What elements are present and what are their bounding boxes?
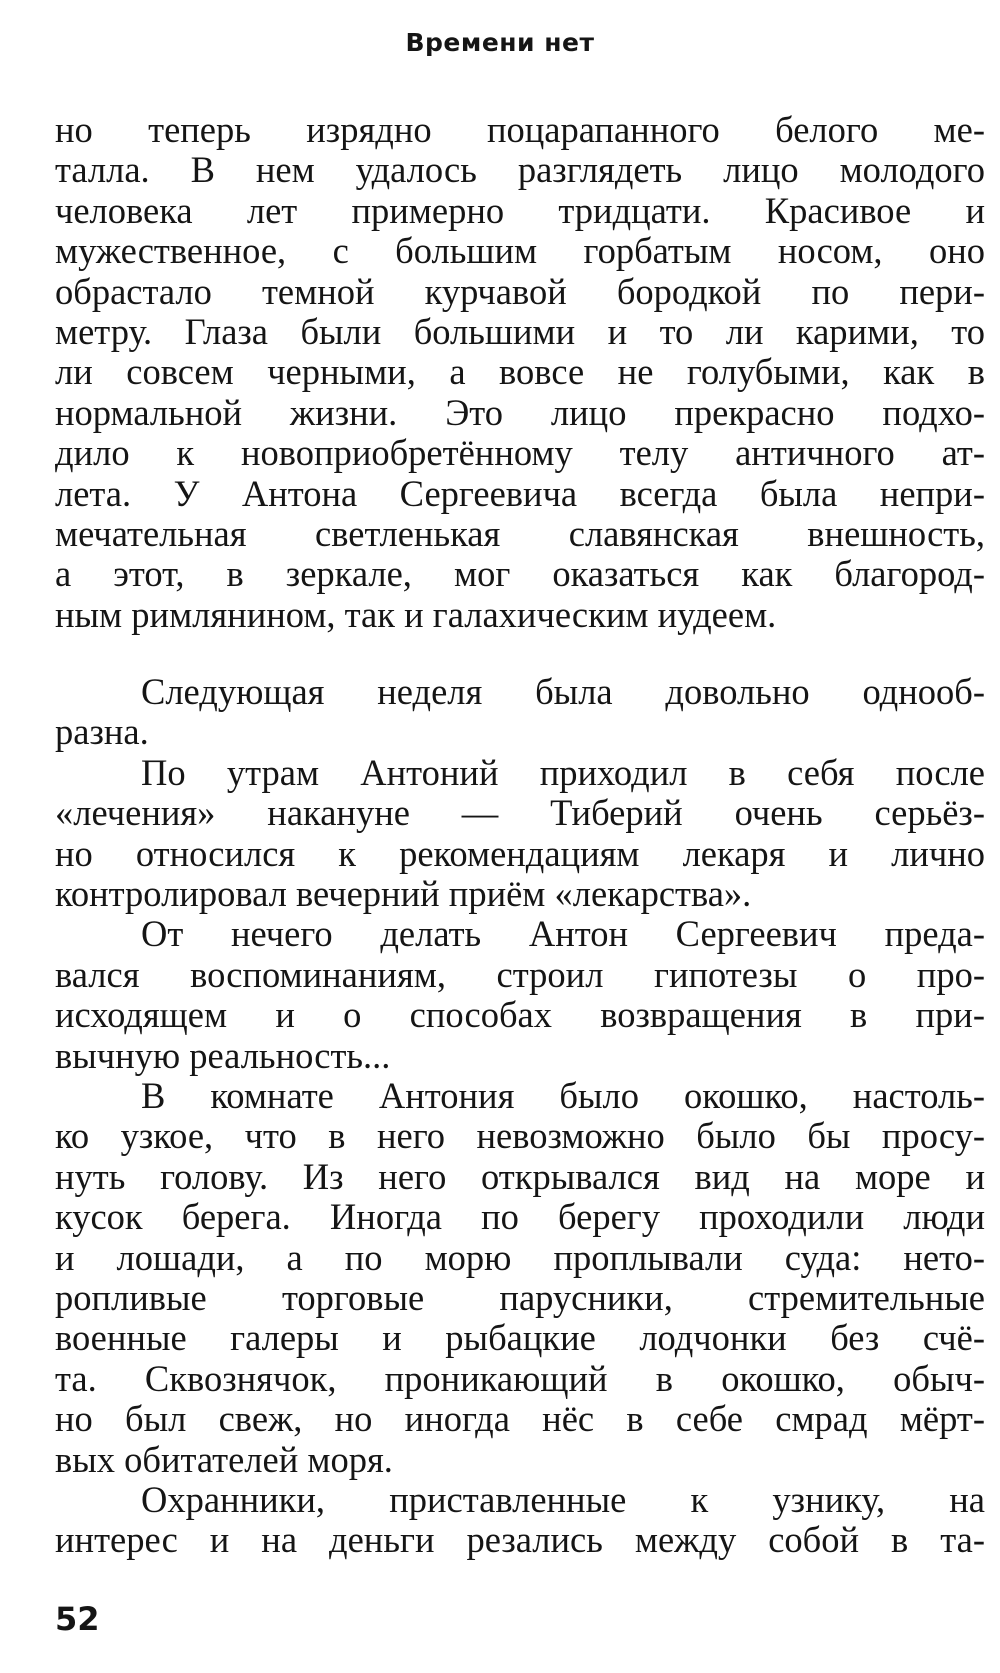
text-line: интерес и на деньги резались между собой в та- bbox=[55, 1519, 985, 1561]
text-line: ропливые торговые парусники, стремительные bbox=[55, 1276, 985, 1318]
text-line: мечательная светленькая славянская внешность, bbox=[55, 512, 985, 554]
text-line: но теперь изрядно поцарапанного белого ме- bbox=[55, 109, 985, 150]
paragraph-mornings bbox=[55, 753, 985, 915]
text-line: вычную реальность... bbox=[55, 1034, 391, 1076]
text-line: военные галеры и рыбацкие лодчонки без счё- bbox=[55, 1317, 985, 1359]
page-number: 52 bbox=[55, 1600, 100, 1638]
paragraph-mirror-description bbox=[55, 110, 985, 635]
text-line: лета. У Антона Сергеевича всегда была непри- bbox=[55, 472, 985, 514]
text-line: ным римлянином, так и галахическим иудеем. bbox=[55, 593, 777, 635]
text-line: но был свеж, но иногда нёс в себе смрад мёрт- bbox=[55, 1398, 985, 1440]
text-line: контролировал вечерний приём «лекарства». bbox=[55, 873, 752, 915]
text-line: разна. bbox=[55, 711, 149, 753]
text-line: ли совсем черными, а вовсе не голубыми, как в bbox=[55, 351, 985, 393]
text-line: и лошади, а по морю проплывали суда: нето- bbox=[55, 1236, 985, 1278]
text-line: обрастало темной курчавой бородкой по пери- bbox=[55, 270, 985, 312]
body-text bbox=[55, 110, 985, 1561]
text-line: кусок берега. Иногда по берегу проходили люди bbox=[55, 1196, 985, 1238]
text-line: Следующая неделя была довольно однооб- bbox=[141, 671, 985, 713]
paragraph-guards bbox=[55, 1480, 985, 1561]
text-line: «лечения» накануне — Тиберий очень серьёз- bbox=[55, 792, 985, 834]
text-line: дило к новоприобретённому телу античного ат- bbox=[55, 432, 985, 474]
text-line: а этот, в зеркале, мог оказаться как благород- bbox=[55, 553, 985, 595]
text-line: человека лет примерно тридцати. Красивое и bbox=[55, 189, 985, 231]
running-head: Времени нет bbox=[405, 28, 595, 57]
paragraph-memories bbox=[55, 914, 985, 1076]
text-line: В комнате Антония было окошко, настоль- bbox=[141, 1074, 985, 1116]
text-line: нуть голову. Из него открывался вид на море и bbox=[55, 1155, 985, 1197]
section-break bbox=[55, 635, 985, 672]
text-line: вых обитателей моря. bbox=[55, 1438, 393, 1480]
text-line: та. Сквознячок, проникающий в окошко, обыч- bbox=[55, 1357, 985, 1399]
text-line: ко узкое, что в него невозможно было бы просу- bbox=[55, 1115, 985, 1157]
text-line: метру. Глаза были большими и то ли карими, то bbox=[55, 310, 985, 352]
text-line: вался воспоминаниям, строил гипотезы о про- bbox=[55, 953, 985, 995]
text-line: исходящем и о способах возвращения в при- bbox=[55, 994, 985, 1036]
text-line: По утрам Антоний приходил в себя после bbox=[141, 751, 985, 793]
text-line: талла. В нем удалось разглядеть лицо молодого bbox=[55, 149, 985, 191]
paragraph-week bbox=[55, 672, 985, 753]
text-line: Охранники, приставленные к узнику, на bbox=[141, 1478, 985, 1520]
text-line: От нечего делать Антон Сергеевич преда- bbox=[141, 913, 985, 955]
text-line: мужественное, с большим горбатым носом, оно bbox=[55, 230, 985, 272]
text-line: нормальной жизни. Это лицо прекрасно подхо- bbox=[55, 391, 985, 433]
text-line: но относился к рекомендациям лекаря и лично bbox=[55, 832, 985, 874]
paragraph-window bbox=[55, 1076, 985, 1480]
